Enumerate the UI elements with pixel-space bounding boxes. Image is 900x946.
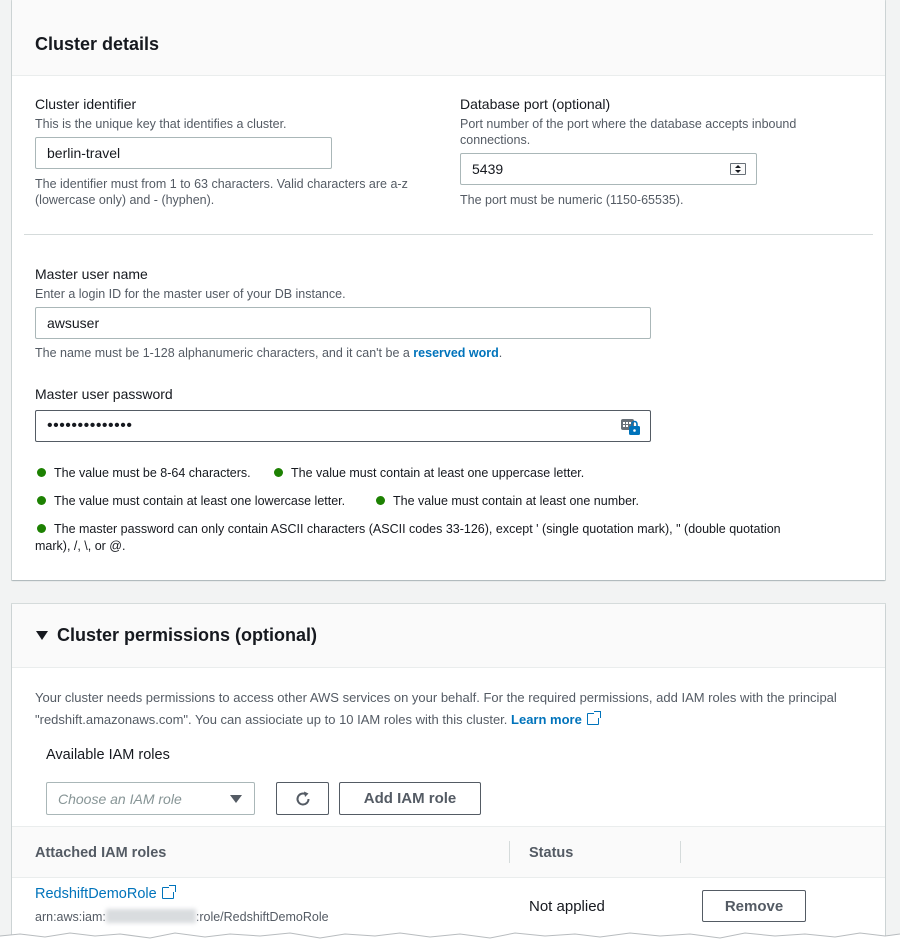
iam-role-select-placeholder: Choose an IAM role bbox=[58, 790, 182, 807]
password-rule-lowercase bbox=[37, 493, 345, 510]
cluster-permissions-header[interactable] bbox=[12, 604, 885, 668]
column-separator bbox=[509, 841, 510, 863]
master-user-label: Master user name bbox=[35, 266, 148, 282]
password-rule-ascii bbox=[37, 521, 781, 538]
password-rule-ascii-text-1: The master password can only contain ASCII characters (ASCII codes 33-126), except ' (single quotation mark), " (double quotation bbox=[54, 522, 781, 536]
role-name-text[interactable]: RedshiftDemoRole bbox=[35, 886, 157, 902]
database-port-label: Database port (optional) bbox=[460, 96, 611, 112]
redacted-account-id bbox=[106, 909, 196, 923]
permissions-description-line-1: Your cluster needs permissions to access other AWS services on your behalf. For the required permissions, add IAM roles with the principal bbox=[35, 690, 837, 705]
password-rule-uppercase-text: The value must contain at least one uppercase letter. bbox=[291, 466, 585, 480]
port-stepper-icon[interactable] bbox=[730, 163, 746, 175]
database-port-input[interactable] bbox=[460, 153, 757, 185]
password-rule-number bbox=[376, 493, 639, 510]
expand-caret-icon[interactable] bbox=[36, 631, 48, 640]
database-port-value: 5439 bbox=[472, 161, 504, 177]
add-iam-role-button[interactable]: Add IAM role bbox=[339, 782, 481, 815]
master-user-value: awsuser bbox=[47, 315, 100, 331]
database-port-description-2: connections. bbox=[460, 133, 531, 147]
cluster-identifier-input[interactable] bbox=[35, 137, 332, 169]
rule-met-icon bbox=[37, 524, 46, 533]
role-status: Not applied bbox=[529, 898, 605, 915]
rule-met-icon bbox=[274, 468, 283, 477]
database-port-constraint: The port must be numeric (1150-65535). bbox=[460, 193, 684, 207]
section-divider bbox=[24, 234, 873, 235]
reserved-word-link[interactable]: reserved word bbox=[413, 346, 499, 360]
remove-button[interactable]: Remove bbox=[702, 890, 806, 922]
attached-roles-table-header bbox=[12, 826, 885, 878]
cluster-permissions-title[interactable]: Cluster permissions (optional) bbox=[57, 625, 318, 645]
master-password-label: Master user password bbox=[35, 386, 173, 402]
master-user-constraint-text: The name must be 1-128 alphanumeric characters, and it can't be a bbox=[35, 346, 414, 360]
master-user-constraint-end: . bbox=[498, 346, 503, 360]
column-header-roles[interactable]: Attached IAM roles bbox=[35, 845, 167, 861]
cluster-identifier-constraint-2: (lowercase only) and - (hyphen). bbox=[35, 193, 215, 207]
cluster-identifier-value: berlin-travel bbox=[47, 145, 121, 161]
iam-role-select[interactable] bbox=[46, 782, 255, 815]
rule-met-icon bbox=[37, 468, 46, 477]
dropdown-caret-icon bbox=[230, 795, 242, 803]
refresh-button[interactable] bbox=[276, 782, 329, 815]
role-arn-suffix: :role/RedshiftDemoRole bbox=[195, 910, 329, 924]
password-rule-uppercase bbox=[274, 465, 584, 482]
master-user-input[interactable] bbox=[35, 307, 651, 339]
cluster-details-header bbox=[12, 0, 885, 76]
permissions-description-line-2 bbox=[35, 709, 837, 731]
cluster-identifier-constraint-1: The identifier must from 1 to 63 characters. Valid characters are a-z bbox=[35, 177, 408, 191]
password-generator-icon[interactable] bbox=[620, 417, 642, 440]
database-port-description-1: Port number of the port where the database accepts inbound bbox=[460, 117, 797, 131]
refresh-icon bbox=[293, 789, 313, 809]
master-password-input[interactable] bbox=[35, 410, 651, 442]
cluster-permissions-panel bbox=[12, 604, 885, 946]
column-separator bbox=[680, 841, 681, 863]
master-user-description: Enter a login ID for the master user of your DB instance. bbox=[35, 287, 346, 301]
role-arn-prefix: arn:aws:iam: bbox=[35, 910, 106, 924]
password-rule-length bbox=[37, 465, 251, 482]
available-iam-roles-label: Available IAM roles bbox=[46, 747, 170, 763]
master-user-constraint bbox=[35, 345, 502, 361]
master-password-value: •••••••••••••• bbox=[47, 417, 133, 434]
password-rule-lowercase-text: The value must contain at least one lowercase letter. bbox=[54, 494, 346, 508]
cluster-identifier-description: This is the unique key that identifies a cluster. bbox=[35, 117, 287, 131]
column-header-status[interactable]: Status bbox=[529, 845, 574, 861]
permissions-description bbox=[35, 687, 837, 731]
cluster-details-panel bbox=[12, 0, 885, 580]
password-rule-number-text: The value must contain at least one number. bbox=[393, 494, 639, 508]
password-rule-length-text: The value must be 8-64 characters. bbox=[54, 466, 251, 480]
cluster-details-title: Cluster details bbox=[35, 34, 160, 54]
password-rule-ascii-2: mark), /, \, or @. bbox=[35, 539, 126, 553]
torn-edge bbox=[0, 928, 900, 946]
learn-more-link[interactable]: Learn more bbox=[511, 712, 582, 727]
external-link-icon bbox=[587, 713, 599, 725]
role-arn bbox=[35, 909, 329, 924]
cluster-identifier-label: Cluster identifier bbox=[35, 96, 137, 112]
external-link-icon bbox=[162, 887, 174, 899]
permissions-description-text: "redshift.amazonaws.com". You can assiociate up to 10 IAM roles with this cluster. bbox=[35, 712, 508, 727]
role-name-link[interactable] bbox=[35, 886, 174, 902]
rule-met-icon bbox=[376, 496, 385, 505]
rule-met-icon bbox=[37, 496, 46, 505]
